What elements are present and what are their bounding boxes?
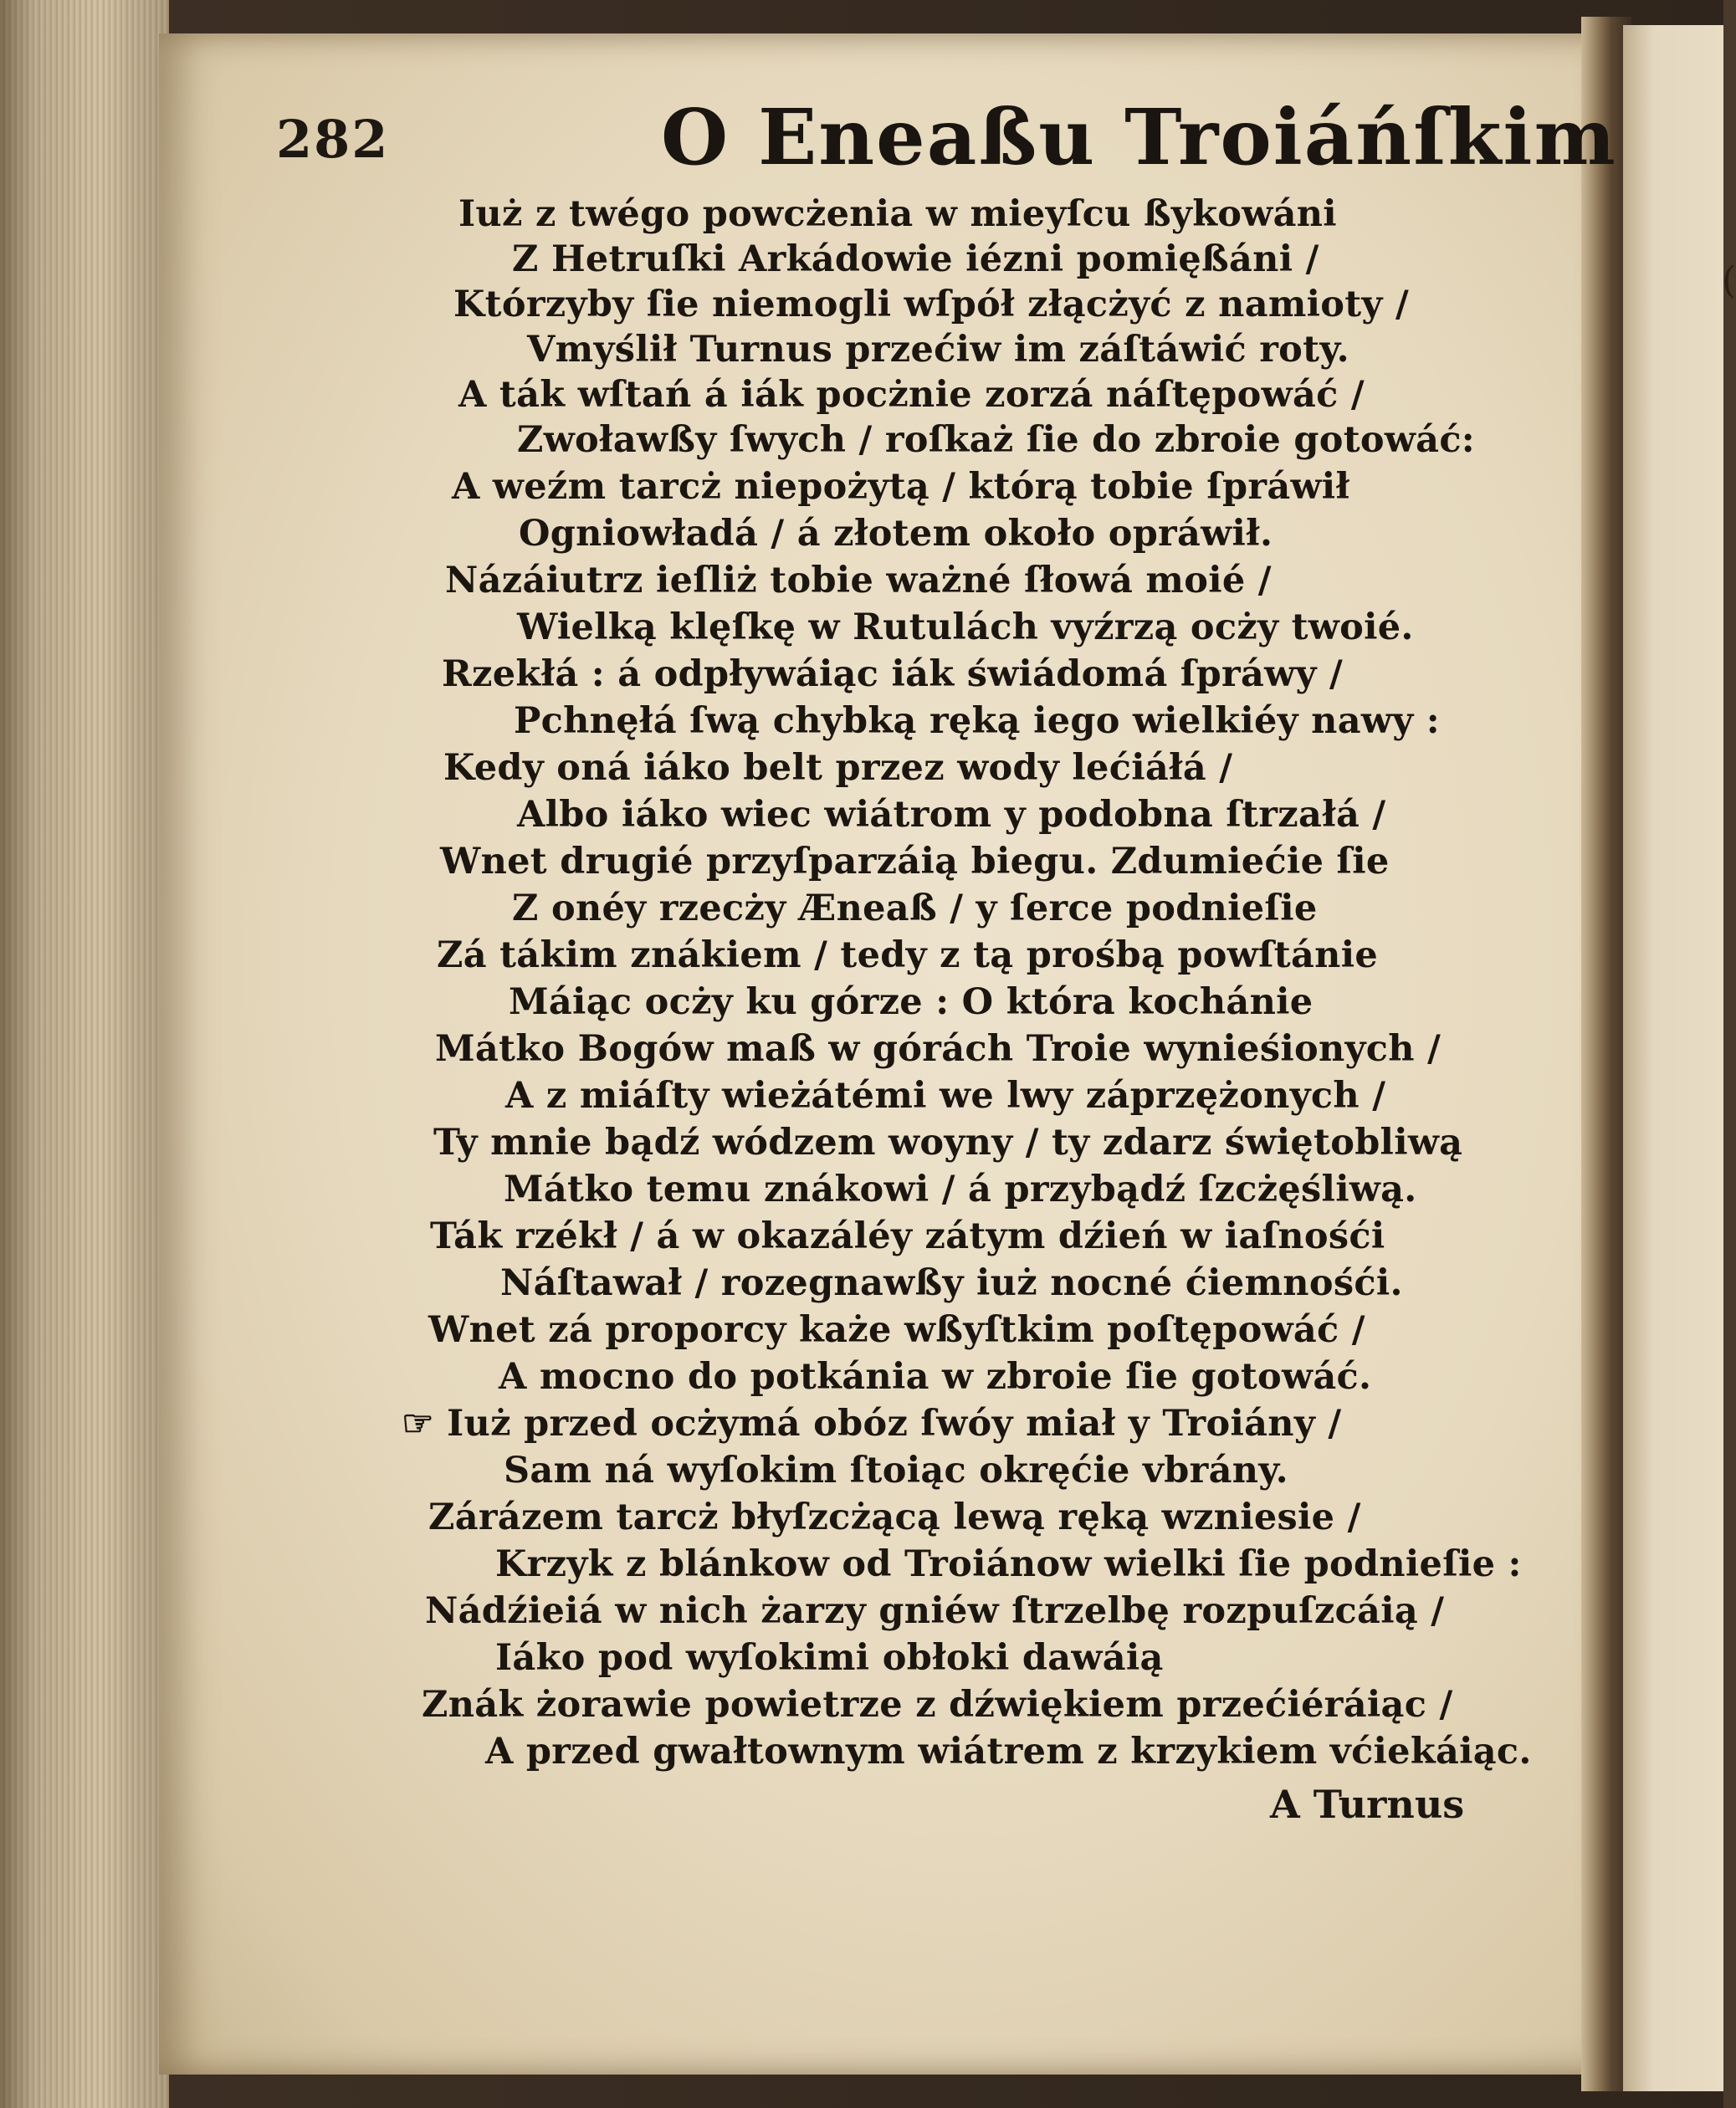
catchword: A Turnus [1270, 1782, 1465, 1827]
verse-line: Mátko Bogów maß w górách Troie wynieśionych / [435, 1028, 1442, 1070]
stacked-page-edges [0, 0, 169, 2108]
verse-line: Rzekłá : á odpływáiąc iák świádomá ſpráwy / [442, 653, 1344, 695]
verse-line: A z miáſty wieżátémi we lwy záprzężonych / [505, 1075, 1386, 1117]
verse-line: Zárázem tarcż błyſzcżącą lewą ręką wzniesie / [428, 1497, 1361, 1538]
verse-line: Wielką klęſkę w Rutulách vyźrzą ocży twoié. [517, 606, 1414, 648]
page-number: 282 [276, 109, 390, 170]
running-title: O Eneaßu Troiáńſkim [661, 92, 1617, 182]
verse-line: Vmyślił Turnus przećiw im záſtáwić roty. [527, 329, 1349, 371]
verse-line: Z Hetruſki Arkádowie iézni pomięßáni / [512, 238, 1319, 280]
verse-line: Znák żorawie powietrze z dźwiękiem przećiéráiąc / [422, 1684, 1453, 1726]
facing-page-edge [1623, 25, 1736, 2091]
verse-line: Názáiutrz ieſliż tobie ważné ſłowá moié / [445, 560, 1272, 601]
verse-line: Nádźieiá w nich żarzy gniéw ſtrzelbę rozpuſzcáią / [425, 1590, 1445, 1632]
verse-line: ☞ Iuż przed ocżymá obóz ſwóy miał y Troiány / [402, 1403, 1342, 1445]
verse-line: Máiąc ocży ku górze : O która kochánie [509, 981, 1314, 1023]
verse-line: Krzyk z blánkow od Troiánow wielki ſie podnieſie : [495, 1543, 1522, 1585]
verse-line: Náſtawał / rozegnawßy iuż nocné ćiemnośći. [500, 1262, 1403, 1304]
verse-line: Z onéy rzecży Æneaß / y ſerce podnieſie [512, 888, 1318, 929]
verse-line: Ták rzékł / á w okazáléy zátym dźień w iaſnośći [430, 1215, 1385, 1257]
verse-line: Iuż z twégo powcżenia w mieyſcu ßykowáni [458, 193, 1337, 235]
verse-line: Sam ná wyſokim ſtoiąc okręćie vbrány. [504, 1450, 1288, 1491]
verse-line: A ták wſtań á iák pocżnie zorzá náſtępowáć / [458, 374, 1365, 416]
verse-line: Mátko temu znákowi / á przybądź ſzcżęśliwą. [504, 1169, 1417, 1210]
verse-line: Kedy oná iáko belt przez wody lećiáłá / [443, 747, 1233, 789]
verse-line: Wnet zá proporcy każe wßyſtkim poſtępowáć / [428, 1309, 1365, 1351]
verse-line: Iáko pod wyſokimi obłoki dawáią [495, 1637, 1164, 1679]
verse-line: Pchnęłá ſwą chybką ręką iego wielkiéy nawy : [514, 700, 1440, 742]
verse-line: Zá tákim znákiem / tedy z tą prośbą powſtánie [437, 934, 1378, 976]
verse-line: Ogniowładá / á złotem około opráwił. [519, 513, 1273, 555]
verse-line: A mocno do potkánia w zbroie ſie gotowáć. [499, 1356, 1372, 1398]
verse-line: Którzyby ſie niemogli wſpół złącżyć z namioty / [453, 284, 1409, 325]
facing-page-ornament: ( [1722, 259, 1736, 302]
verse-line: Wnet drugié przyſparzáią biegu. Zdumiećie ſie [440, 841, 1390, 883]
verse-line: Zwoławßy ſwych / roſkaż ſie do zbroie gotowáć: [517, 419, 1475, 461]
verse-line: Ty mnie bądź wódzem woyny / ty zdarz świętobliwą [433, 1122, 1463, 1164]
verse-line: A przed gwałtownym wiátrem z krzykiem vćiekáiąc. [485, 1731, 1532, 1773]
verse-line: A weźm tarcż niepożytą / którą tobie ſpráwił [452, 466, 1350, 508]
verse-line: Albo iáko wiec wiátrom y podobna ſtrzałá / [517, 794, 1386, 836]
